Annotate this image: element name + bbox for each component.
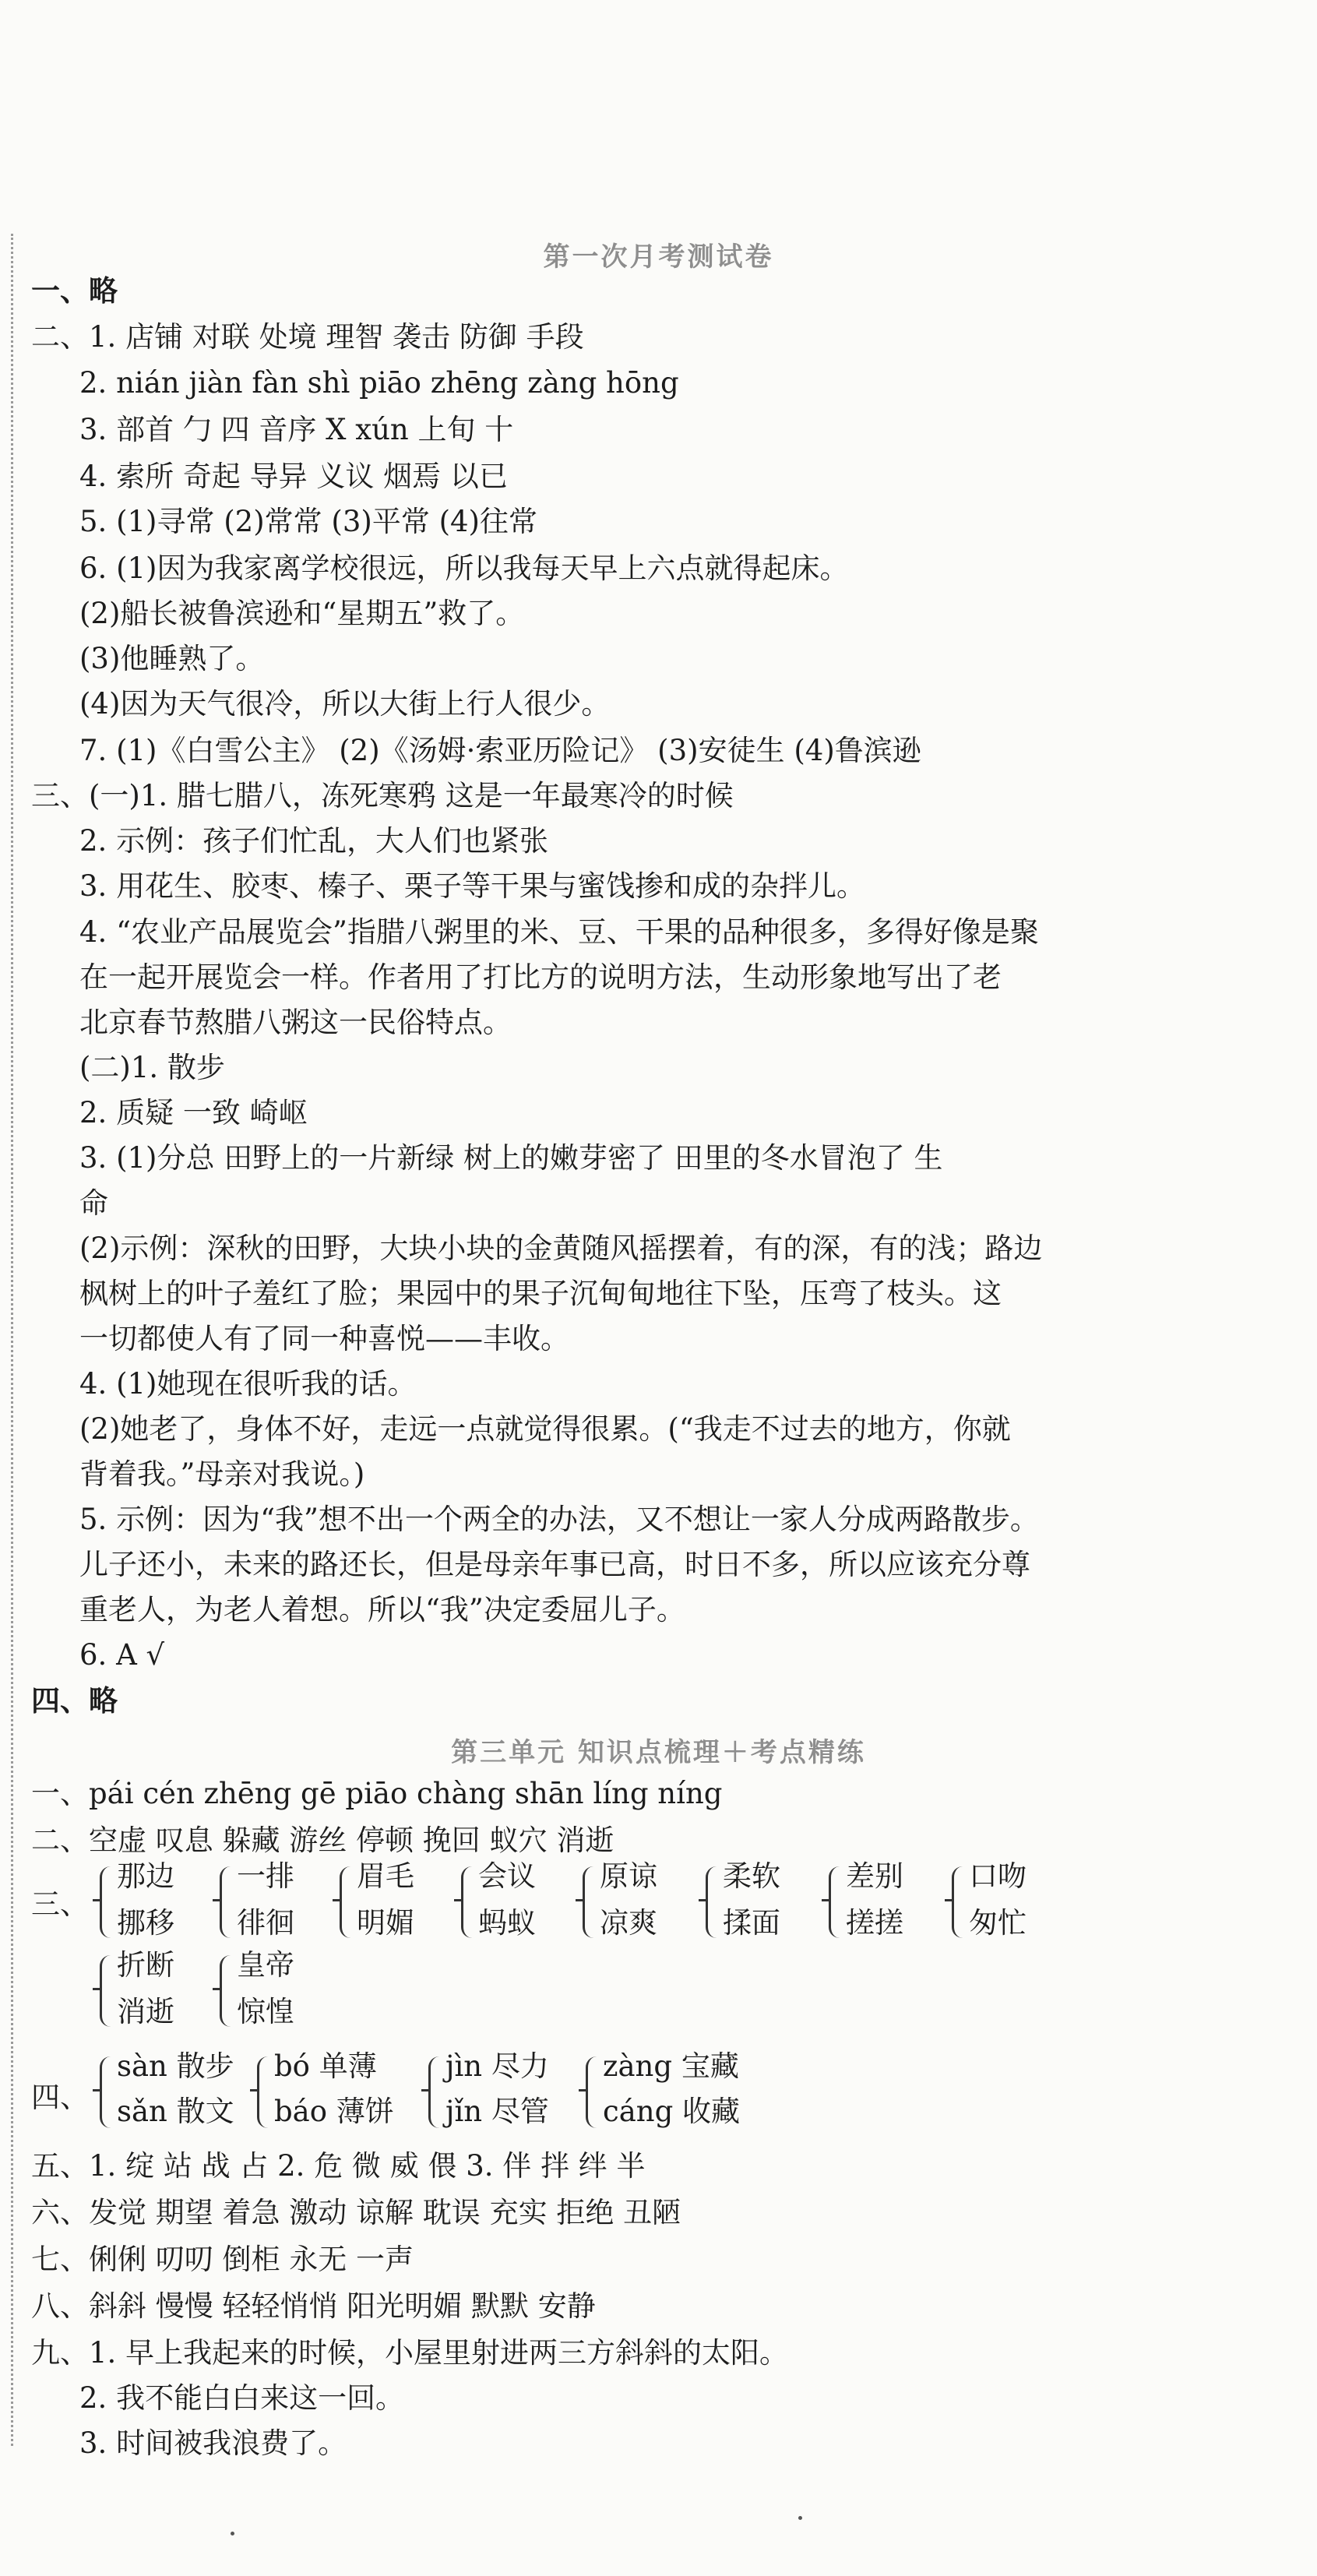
answer-line: 九、1. 早上我起来的时候，小屋里射进两三方斜斜的太阳。: [31, 2336, 789, 2370]
pair-top: jìn 尽力: [445, 2049, 549, 2083]
pair-top: sàn 散步: [117, 2049, 234, 2083]
brace-icon: [340, 1866, 356, 1938]
answer-line: 3. 部首 勹 四 音序 X xún 上旬 十: [79, 413, 514, 446]
pair-top: 折断: [117, 1948, 174, 1982]
answer-line: 6. (1)因为我家离学校很远，所以我每天早上六点就得起床。: [79, 551, 849, 585]
pair-bottom: 凉爽: [600, 1906, 657, 1940]
answer-line: (2)船长被鲁滨逊和“星期五”救了。: [79, 597, 525, 630]
brace-icon: [100, 1866, 116, 1938]
pair-top: 一排: [237, 1859, 294, 1893]
pair-top: 皇帝: [237, 1948, 294, 1982]
margin-dotted-line: [11, 234, 13, 2446]
pair-bottom: 惊惶: [237, 1995, 294, 2028]
pair-bottom: 蚂蚁: [478, 1906, 536, 1940]
answer-line: 枫树上的叶子羞红了脸；果园中的果子沉甸甸地往下坠，压弯了枝头。这: [79, 1277, 1002, 1310]
answer-line: 2. 我不能白白来这一回。: [79, 2381, 405, 2415]
answer-line: 5. (1)寻常 (2)常常 (3)平常 (4)往常: [79, 505, 537, 538]
pair-top: zàng 宝藏: [603, 2049, 739, 2083]
pair-bottom: 匆忙: [969, 1906, 1026, 1940]
answer-line: 3. (1)分总 田野上的一片新绿 树上的嫩芽密了 田里的冬水冒泡了 生: [79, 1141, 943, 1175]
brace-icon: [829, 1866, 845, 1938]
unit3-title: 第三单元 知识点梳理＋考点精练: [451, 1737, 866, 1768]
pair-bottom: cáng 收藏: [603, 2095, 741, 2128]
brace-icon: [220, 1955, 236, 2027]
pair-bottom: sǎn 散文: [117, 2095, 234, 2128]
answer-line: 背着我。”母亲对我说。): [79, 1457, 365, 1491]
answer-line: 北京春节熬腊八粥这一民俗特点。: [79, 1006, 512, 1039]
pair-top: 差别: [846, 1859, 903, 1893]
pair-bottom: 明媚: [357, 1906, 414, 1940]
answer-line: 2. 示例：孩子们忙乱，大人们也紧张: [79, 824, 549, 858]
answer-line: 4. (1)她现在很听我的话。: [79, 1367, 417, 1401]
answer-line: 七、俐俐 叨叨 倒柜 永无 一声: [31, 2243, 414, 2276]
q4-label: 四、: [31, 2081, 89, 2114]
answer-line: (4)因为天气很冷，所以大街上行人很少。: [79, 687, 611, 721]
pair-bottom: jǐn 尽管: [445, 2095, 549, 2128]
answer-line: (3)他睡熟了。: [79, 642, 265, 675]
answer-line: 2. 质疑 一致 崎岖: [79, 1096, 308, 1129]
scan-speck: [231, 2532, 234, 2535]
pair-bottom: 徘徊: [237, 1906, 294, 1940]
pair-bottom: báo 薄饼: [274, 2095, 394, 2128]
answer-line: 二、空虚 叹息 躲藏 游丝 停顿 挽回 蚁穴 消逝: [31, 1824, 614, 1857]
pair-bottom: 消逝: [117, 1995, 174, 2028]
answer-line: 五、1. 绽 站 战 占 2. 危 微 威 偎 3. 伴 拌 绊 半: [31, 2149, 646, 2183]
answer-line: 一、pái cén zhēng gē piāo chàng shān líng níng: [31, 1777, 723, 1810]
brace-icon: [100, 2056, 116, 2128]
answer-line: (二)1. 散步: [79, 1051, 225, 1084]
answer-line: 4. 索所 奇起 导异 义议 烟焉 以已: [79, 460, 508, 493]
exam-title: 第一次月考测试卷: [543, 241, 774, 273]
answer-line: 4. “农业产品展览会”指腊八粥里的米、豆、干果的品种很多，多得好像是聚: [79, 915, 1039, 949]
answer-line: 八、斜斜 慢慢 轻轻悄悄 阳光明媚 默默 安静: [31, 2289, 596, 2323]
scan-speck: [798, 2516, 802, 2520]
answer-line: 命: [79, 1186, 108, 1220]
pair-top: bó 单薄: [274, 2049, 377, 2083]
answer-line: 重老人，为老人着想。所以“我”决定委屈儿子。: [79, 1593, 685, 1626]
answer-line: 一切都使人有了同一种喜悦——丰收。: [79, 1322, 569, 1355]
answer-line: (2)示例：深秋的田野，大块小块的金黄随风摇摆着，有的深，有的浅；路边: [79, 1232, 1043, 1265]
pair-top: 会议: [478, 1859, 536, 1893]
pair-top: 眉毛: [357, 1859, 414, 1893]
brace-icon: [952, 1866, 968, 1938]
answer-line: 5. 示例：因为“我”想不出一个两全的办法，又不想让一家人分成两路散步。: [79, 1503, 1039, 1536]
pair-top: 原谅: [600, 1859, 657, 1893]
answer-line: 儿子还小，未来的路还长，但是母亲年事已高，时日不多，所以应该充分尊: [79, 1548, 1030, 1581]
brace-icon: [706, 1866, 722, 1938]
brace-icon: [586, 2056, 602, 2128]
answer-line: 四、略: [31, 1683, 118, 1718]
answer-line: 在一起开展览会一样。作者用了打比方的说明方法，生动形象地写出了老: [79, 960, 1002, 994]
brace-icon: [220, 1866, 236, 1938]
pair-bottom: 挪移: [117, 1906, 174, 1940]
brace-icon: [428, 2056, 445, 2128]
brace-icon: [583, 1866, 599, 1938]
brace-icon: [461, 1866, 477, 1938]
answer-line: 三、(一)1. 腊七腊八，冻死寒鸦 这是一年最寒冷的时候: [31, 779, 734, 812]
answer-line: 一、略: [31, 273, 118, 308]
answer-line: 二、1. 店铺 对联 处境 理智 袭击 防御 手段: [31, 320, 584, 354]
pair-bottom: 揉面: [723, 1906, 780, 1940]
q3-label: 三、: [31, 1887, 89, 1921]
brace-icon: [257, 2056, 273, 2128]
pair-top: 那边: [117, 1859, 174, 1893]
answer-line: 2. nián jiàn fàn shì piāo zhēng zàng hōng: [79, 366, 679, 400]
answer-line: 7. (1)《白雪公主》 (2)《汤姆·索亚历险记》 (3)安徒生 (4)鲁滨逊: [79, 734, 921, 767]
answer-line: 六、发觉 期望 着急 激动 谅解 耽误 充实 拒绝 丑陋: [31, 2196, 681, 2229]
answer-line: 6. A √: [79, 1638, 165, 1672]
answer-line: (2)她老了，身体不好，走远一点就觉得很累。(“我走不过去的地方，你就: [79, 1412, 1011, 1446]
answer-line: 3. 用花生、胶枣、榛子、栗子等干果与蜜饯掺和成的杂拌儿。: [79, 869, 866, 903]
answer-line: 3. 时间被我浪费了。: [79, 2426, 347, 2460]
pair-top: 口吻: [969, 1859, 1026, 1893]
brace-icon: [100, 1955, 116, 2027]
pair-bottom: 搓搓: [846, 1906, 903, 1940]
pair-top: 柔软: [723, 1859, 780, 1893]
